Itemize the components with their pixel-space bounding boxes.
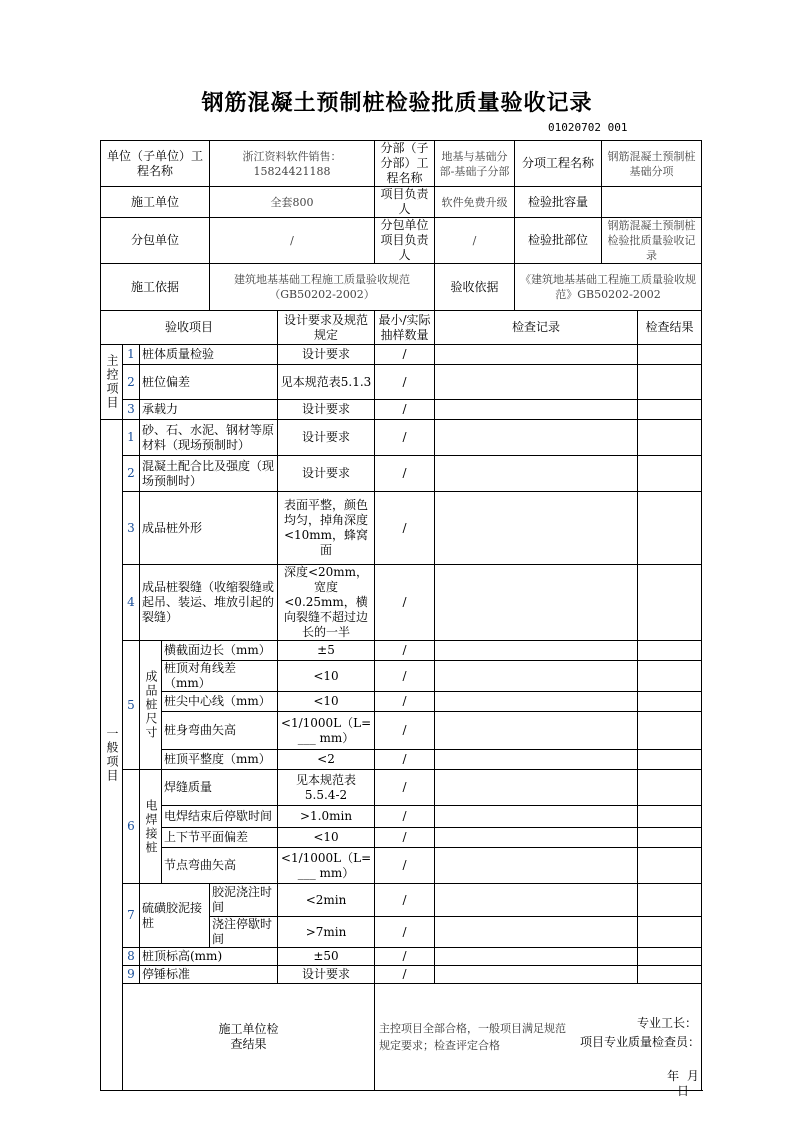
item-sample: / xyxy=(375,750,435,770)
contractor-label: 施工单位 xyxy=(101,187,210,218)
item-requirement: >1.0min xyxy=(278,806,375,828)
item-number: 4 xyxy=(123,565,140,641)
col-item-header: 验收项目 xyxy=(101,311,278,345)
acceptance-basis-value: 《建筑地基基础工程施工质量验收规范》GB50202-2002 xyxy=(515,264,702,311)
header-row-project xyxy=(101,141,702,187)
item-name: 桩顶标高(mm) xyxy=(140,948,278,966)
item-record[interactable] xyxy=(435,917,638,948)
item-number: 8 xyxy=(123,948,140,966)
main-group-label: 主控项目 xyxy=(101,345,123,420)
item-result[interactable] xyxy=(638,948,702,966)
table-row xyxy=(101,750,702,770)
item-result[interactable] xyxy=(638,661,702,692)
item-sample: / xyxy=(375,884,435,917)
item-requirement: 设计要求 xyxy=(278,456,375,492)
contractor-check-label: 施工单位检查结果 xyxy=(123,984,375,1091)
table-row xyxy=(101,456,702,492)
item-result[interactable] xyxy=(638,692,702,712)
item-result[interactable] xyxy=(638,917,702,948)
unit-project-label: 单位（子单位）工程名称 xyxy=(101,141,210,187)
item-sample: / xyxy=(375,848,435,884)
item-sample: / xyxy=(375,917,435,948)
contractor-value: 全套800 xyxy=(210,187,375,218)
sub-project-value: 钢筋混凝土预制桩基础分项 xyxy=(602,141,702,187)
table-row xyxy=(101,966,702,984)
table-row xyxy=(101,661,702,692)
sub-manager-value: / xyxy=(435,218,515,264)
general-group-label: 一般项目 xyxy=(101,420,123,1091)
item-result[interactable] xyxy=(638,492,702,565)
item-number: 3 xyxy=(123,492,140,565)
table-row xyxy=(101,806,702,828)
sub-item-name: 桩顶平整度（mm） xyxy=(162,750,278,770)
item-result[interactable] xyxy=(638,400,702,420)
item-record[interactable] xyxy=(435,884,638,917)
part-project-label: 分部（子分部）工程名称 xyxy=(375,141,435,187)
item-record[interactable] xyxy=(435,456,638,492)
item-record[interactable] xyxy=(435,492,638,565)
item-sample: / xyxy=(375,948,435,966)
item-requirement: 设计要求 xyxy=(278,345,375,365)
item-record[interactable] xyxy=(435,848,638,884)
header-row-contractor xyxy=(101,187,702,218)
size-group-label: 成品桩尺寸 xyxy=(140,641,162,770)
table-row xyxy=(101,345,702,365)
sulfur-group-label: 硫磺胶泥接桩 xyxy=(140,884,210,948)
item-requirement: 设计要求 xyxy=(278,400,375,420)
project-manager-value: 软件免费升级 xyxy=(435,187,515,218)
item-sample: / xyxy=(375,828,435,848)
weld-group-label: 电焊接桩 xyxy=(140,770,162,884)
foreman-label: 专业工长： xyxy=(637,1016,698,1030)
header-row-subcontractor xyxy=(101,218,702,264)
item-sample: / xyxy=(375,400,435,420)
item-sample: / xyxy=(375,492,435,565)
construction-basis-label: 施工依据 xyxy=(101,264,210,311)
document-title: 钢筋混凝土预制桩检验批质量验收记录 xyxy=(201,90,593,116)
item-sample: / xyxy=(375,365,435,400)
item-requirement: <2min xyxy=(278,884,375,917)
item-name: 混凝土配合比及强度（现场预制时） xyxy=(140,456,278,492)
item-number: 9 xyxy=(123,966,140,984)
col-sample-header: 最小/实际抽样数量 xyxy=(375,311,435,345)
item-name: 桩位偏差 xyxy=(140,365,278,400)
subcontractor-label: 分包单位 xyxy=(101,218,210,264)
unit-project-value: 浙江资料软件销售：15824421188 xyxy=(210,141,375,187)
item-requirement: <10 xyxy=(278,661,375,692)
item-requirement: ±50 xyxy=(278,948,375,966)
item-record[interactable] xyxy=(435,641,638,661)
item-record[interactable] xyxy=(435,420,638,456)
item-requirement: 设计要求 xyxy=(278,420,375,456)
item-record[interactable] xyxy=(435,712,638,750)
item-sample: / xyxy=(375,806,435,828)
table-row xyxy=(101,420,702,456)
item-record[interactable] xyxy=(435,966,638,984)
item-requirement: 见本规范表5.1.3 xyxy=(278,365,375,400)
inspection-table xyxy=(100,140,702,1098)
table-row xyxy=(101,712,702,750)
item-requirement: 见本规范表5.5.4-2 xyxy=(278,770,375,806)
table-row xyxy=(101,770,702,806)
item-result[interactable] xyxy=(638,884,702,917)
table-row xyxy=(101,828,702,848)
header-row-basis xyxy=(101,264,702,311)
acceptance-basis-label: 验收依据 xyxy=(435,264,515,311)
item-record[interactable] xyxy=(435,948,638,966)
item-sample: / xyxy=(375,565,435,641)
item-result[interactable] xyxy=(638,966,702,984)
item-record[interactable] xyxy=(435,400,638,420)
sub-item-name: 电焊结束后停歇时间 xyxy=(162,806,278,828)
item-number: 3 xyxy=(123,400,140,420)
item-number: 2 xyxy=(123,456,140,492)
item-number: 5 xyxy=(123,641,140,770)
sub-item-name: 胶泥浇注时间 xyxy=(210,884,278,917)
table-row xyxy=(101,692,702,712)
item-name: 停锤标准 xyxy=(140,966,278,984)
item-requirement: 深度<20mm，宽度<0.25mm，横向裂缝不超过边长的一半 xyxy=(278,565,375,641)
col-record-header: 检查记录 xyxy=(435,311,638,345)
item-requirement: <10 xyxy=(278,692,375,712)
item-number: 1 xyxy=(123,345,140,365)
sub-item-name: 桩身弯曲矢高 xyxy=(162,712,278,750)
item-sample: / xyxy=(375,966,435,984)
sign-date: 年 月 日 xyxy=(667,1069,701,1098)
item-result[interactable] xyxy=(638,750,702,770)
item-result[interactable] xyxy=(638,828,702,848)
sub-manager-label: 分包单位项目负责人 xyxy=(375,218,435,264)
item-requirement: <1/1000L（L= ___ mm） xyxy=(278,848,375,884)
sub-item-name: 节点弯曲矢高 xyxy=(162,848,278,884)
table-row xyxy=(101,848,702,884)
item-result[interactable] xyxy=(638,848,702,884)
item-number: 2 xyxy=(123,365,140,400)
sub-item-name: 上下节平面偏差 xyxy=(162,828,278,848)
item-requirement: <2 xyxy=(278,750,375,770)
item-record[interactable] xyxy=(435,806,638,828)
item-sample: / xyxy=(375,661,435,692)
item-sample: / xyxy=(375,770,435,806)
batch-position-label: 检验批部位 xyxy=(515,218,602,264)
item-record[interactable] xyxy=(435,345,638,365)
sub-item-name: 桩尖中心线（mm） xyxy=(162,692,278,712)
item-sample: / xyxy=(375,345,435,365)
item-result[interactable] xyxy=(638,345,702,365)
item-result[interactable] xyxy=(638,806,702,828)
item-requirement: <10 xyxy=(278,828,375,848)
item-requirement: <1/1000L（L= ___ mm） xyxy=(278,712,375,750)
item-result[interactable] xyxy=(638,420,702,456)
item-requirement: 设计要求 xyxy=(278,966,375,984)
table-row xyxy=(101,365,702,400)
item-record[interactable] xyxy=(435,770,638,806)
sub-project-label: 分项工程名称 xyxy=(515,141,602,187)
footer-row xyxy=(101,984,702,1091)
item-name: 桩体质量检验 xyxy=(140,345,278,365)
item-name: 成品桩裂缝（收缩裂缝或起吊、装运、堆放引起的裂缝） xyxy=(140,565,278,641)
check-result-cell[interactable] xyxy=(375,984,702,1098)
table-row xyxy=(101,884,702,917)
quality-inspector-label: 项目专业质量检查员： xyxy=(580,1035,701,1049)
item-result[interactable] xyxy=(638,770,702,806)
sub-item-name: 浇注停歇时间 xyxy=(210,917,278,948)
table-row xyxy=(101,400,702,420)
item-name: 砂、石、水泥、钢材等原材料（现场预制时） xyxy=(140,420,278,456)
sub-item-name: 横截面边长（mm） xyxy=(162,641,278,661)
subcontractor-value: / xyxy=(210,218,375,264)
item-sample: / xyxy=(375,420,435,456)
item-name: 承载力 xyxy=(140,400,278,420)
item-name: 成品桩外形 xyxy=(140,492,278,565)
batch-capacity-label: 检验批容量 xyxy=(515,187,602,218)
item-record[interactable] xyxy=(435,692,638,712)
sub-item-name: 桩顶对角线差（mm） xyxy=(162,661,278,692)
item-number: 6 xyxy=(123,770,140,884)
table-row xyxy=(101,948,702,966)
table-row xyxy=(101,565,702,641)
item-sample: / xyxy=(375,456,435,492)
item-result[interactable] xyxy=(638,565,702,641)
item-number: 7 xyxy=(123,884,140,948)
col-requirement-header: 设计要求及规范规定 xyxy=(278,311,375,345)
document-code: 01020702 001 xyxy=(548,121,628,134)
item-sample: / xyxy=(375,641,435,661)
part-project-value: 地基与基础分部-基础子分部 xyxy=(435,141,515,187)
project-manager-label: 项目负责人 xyxy=(375,187,435,218)
item-record[interactable] xyxy=(435,750,638,770)
item-sample: / xyxy=(375,692,435,712)
item-requirement: 表面平整，颜色均匀，掉角深度<10mm，蜂窝面 xyxy=(278,492,375,565)
item-requirement: >7min xyxy=(278,917,375,948)
col-result-header: 检查结果 xyxy=(638,311,702,345)
item-record[interactable] xyxy=(435,828,638,848)
construction-basis-value: 建筑地基基础工程施工质量验收规范（GB50202-2002） xyxy=(210,264,435,311)
item-number: 1 xyxy=(123,420,140,456)
batch-position-value: 钢筋混凝土预制桩检验批质量验收记录 xyxy=(602,218,702,264)
item-result[interactable] xyxy=(638,456,702,492)
item-requirement: ±5 xyxy=(278,641,375,661)
item-result[interactable] xyxy=(638,365,702,400)
sub-item-name: 焊缝质量 xyxy=(162,770,278,806)
batch-capacity-value xyxy=(602,187,702,218)
item-result[interactable] xyxy=(638,641,702,661)
item-sample: / xyxy=(375,712,435,750)
table-row xyxy=(101,641,702,661)
table-row xyxy=(101,492,702,565)
check-conclusion: 主控项目全部合格，一般项目满足规范规定要求；检查评定合格 xyxy=(379,1022,567,1052)
item-result[interactable] xyxy=(638,712,702,750)
item-record[interactable] xyxy=(435,661,638,692)
item-record[interactable] xyxy=(435,365,638,400)
column-header-row xyxy=(101,311,702,345)
item-record[interactable] xyxy=(435,565,638,641)
